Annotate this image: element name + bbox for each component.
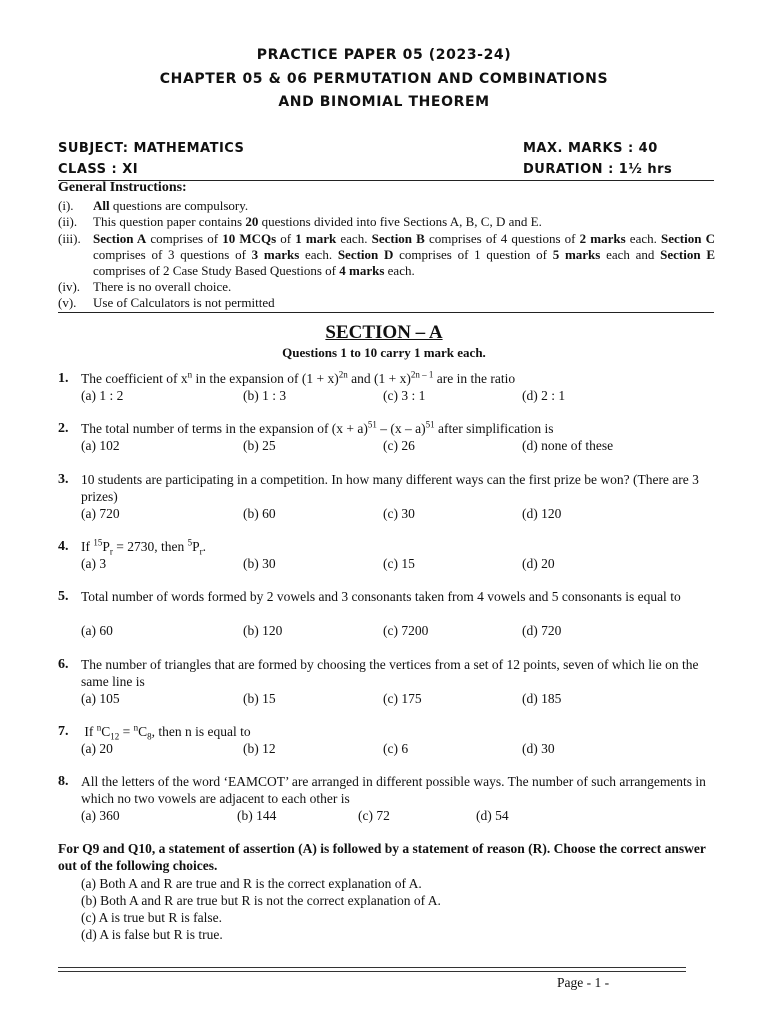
question-4 (58, 538, 718, 572)
assertion-reason-heading: For Q9 and Q10, a statement of assertion (A) is followed by a statement of reason (R). Choose the correct answer out of the following choices. (58, 841, 706, 873)
option-b: (b) 60 (243, 506, 276, 521)
option-d: (d) 54 (476, 808, 509, 823)
max-marks-label: MAX. MARKS : 40 (523, 141, 658, 156)
options-row (81, 387, 721, 404)
option-d: (d) 2 : 1 (522, 388, 566, 403)
chapter-title: CHAPTER 05 & 06 PERMUTATION AND COMBINATIONS (159, 71, 609, 87)
option-c: (c) 6 (383, 741, 409, 756)
page-number: Page - 1 - (557, 975, 610, 990)
question-8 (58, 773, 718, 824)
assertion-option-a: (a) Both A and R are true and R is the correct explanation of A. (81, 876, 422, 891)
question-number: 3. (58, 472, 69, 487)
chapter-title-continued: AND BINOMIAL THEOREM (278, 94, 490, 110)
option-b: (b) 12 (243, 741, 276, 756)
instruction-item: (ii). This question paper contains 20 questions divided into five Sections A, B, C, D and E. (58, 214, 542, 229)
option-c: (c) 15 (383, 556, 415, 571)
instruction-bold: All (93, 198, 110, 213)
option-c: (c) 26 (383, 438, 415, 453)
question-text: The total number of terms in the expansion of $(x + a)^{51} - (x - a)^{51}$ after simplification is (81, 419, 554, 436)
footer-rule (58, 971, 686, 972)
assertion-option-b: (b) Both A and R are true but R is not the correct explanation of A. (81, 893, 441, 908)
option-a: (a) 20 (81, 741, 113, 756)
question-3 (58, 471, 718, 522)
instruction-number: (iii). (58, 231, 81, 246)
option-a: (a) 105 (81, 691, 120, 706)
option-d: (d) 30 (522, 741, 555, 756)
option-a: (a) 3 (81, 556, 107, 571)
options-row (81, 807, 721, 824)
option-d: (d) 185 (522, 691, 562, 706)
option-a: (a) 360 (81, 808, 120, 823)
option-c: (c) 72 (358, 808, 390, 823)
option-c: (c) 3 : 1 (383, 388, 426, 403)
option-d: (d) 720 (522, 623, 562, 638)
instruction-item (58, 198, 718, 214)
option-d: (d) none of these (522, 438, 614, 453)
question-text: All the letters of the word ‘EAMCOT’ are arranged in different possible ways. The number of such arrangements in which no two vowels are adjacent to each other is (81, 774, 706, 806)
question-text: The number of triangles that are formed by choosing the vertices from a set of 12 points, seven of which lie on the same line is (81, 657, 699, 689)
question-text: If $^{15}P_r = 2730$, then $^5P_r$. (81, 537, 207, 557)
question-text: 10 students are participating in a competition. In how many different ways can the first prize be won? (There are 3 prizes) (81, 472, 699, 504)
subject-label: SUBJECT: MATHEMATICS (58, 141, 245, 156)
instruction-item (58, 279, 718, 295)
option-d: (d) 20 (522, 556, 555, 571)
option-c: (c) 30 (383, 506, 415, 521)
options-row (81, 505, 721, 522)
options-row (81, 690, 721, 707)
instruction-number: (iv). (58, 279, 81, 294)
question-7 (58, 723, 718, 757)
question-number: 5. (58, 589, 69, 604)
options-row (81, 555, 721, 572)
option-d: (d) 120 (522, 506, 562, 521)
option-c: (c) 7200 (383, 623, 429, 638)
assertion-option-c: (c) A is true but R is false. (81, 910, 222, 925)
option-b: (b) 15 (243, 691, 276, 706)
question-5 (58, 588, 718, 639)
options-row (81, 740, 721, 757)
option-a: (a) 720 (81, 506, 120, 521)
instruction-text: Section A comprises of 10 MCQs of 1 mark each. Section B comprises of 4 questions of 2 marks each. Section C comprises of 3 questions of 3 marks each. Section D comprises of 1 question of 5 marks each and Section E comprises of 2 Case Study Based Questions of 4 marks each. (93, 231, 715, 278)
question-number: 2. (58, 421, 69, 436)
question-number: 4. (58, 539, 69, 554)
options-row (81, 622, 721, 639)
instructions-title: General Instructions: (58, 180, 187, 195)
instruction-text: Use of Calculators is not permitted (93, 295, 275, 310)
assertion-option-d: (d) A is false but R is true. (81, 927, 223, 942)
class-label: CLASS : XI (58, 162, 139, 177)
option-b: (b) 144 (237, 808, 277, 823)
instruction-number: (v). (58, 295, 77, 310)
instruction-text: questions are compulsory. (109, 198, 249, 213)
question-2 (58, 420, 718, 454)
divider (58, 312, 714, 313)
question-1 (58, 370, 718, 404)
question-text: Total number of words formed by 2 vowels and 3 consonants taken from 4 vowels and 5 consonants is equal to (81, 589, 681, 604)
option-a: (a) 60 (81, 623, 113, 638)
question-6 (58, 656, 718, 707)
options-row (81, 437, 721, 454)
footer-rule (58, 967, 686, 968)
question-text: The coefficient of $x^n$ in the expansion of $(1 + x)^{2n}$ and $(1 + x)^{2n - 1}$ are in the ratio (81, 369, 516, 386)
option-a: (a) 1 : 2 (81, 388, 124, 403)
question-number: 7. (58, 724, 69, 739)
option-b: (b) 1 : 3 (243, 388, 287, 403)
paper-title: PRACTICE PAPER 05 (2023-24) (256, 47, 512, 63)
duration-label: DURATION : 1½ hrs (523, 162, 673, 177)
section-subtitle: Questions 1 to 10 carry 1 mark each. (282, 345, 486, 360)
question-number: 1. (58, 371, 69, 386)
option-b: (b) 30 (243, 556, 276, 571)
instruction-text: There is no overall choice. (93, 279, 232, 294)
question-text: If $^nC_{12} = ^nC_8$, then n is equal to (81, 722, 251, 742)
instruction-item (58, 231, 718, 279)
question-number: 6. (58, 657, 69, 672)
instruction-item (58, 295, 718, 311)
option-b: (b) 120 (243, 623, 283, 638)
option-b: (b) 25 (243, 438, 276, 453)
option-c: (c) 175 (383, 691, 422, 706)
section-title: SECTION – A (325, 322, 443, 343)
instruction-number: (ii). (58, 214, 78, 229)
instruction-number: (i). (58, 198, 74, 213)
question-number: 8. (58, 774, 69, 789)
option-a: (a) 102 (81, 438, 120, 453)
